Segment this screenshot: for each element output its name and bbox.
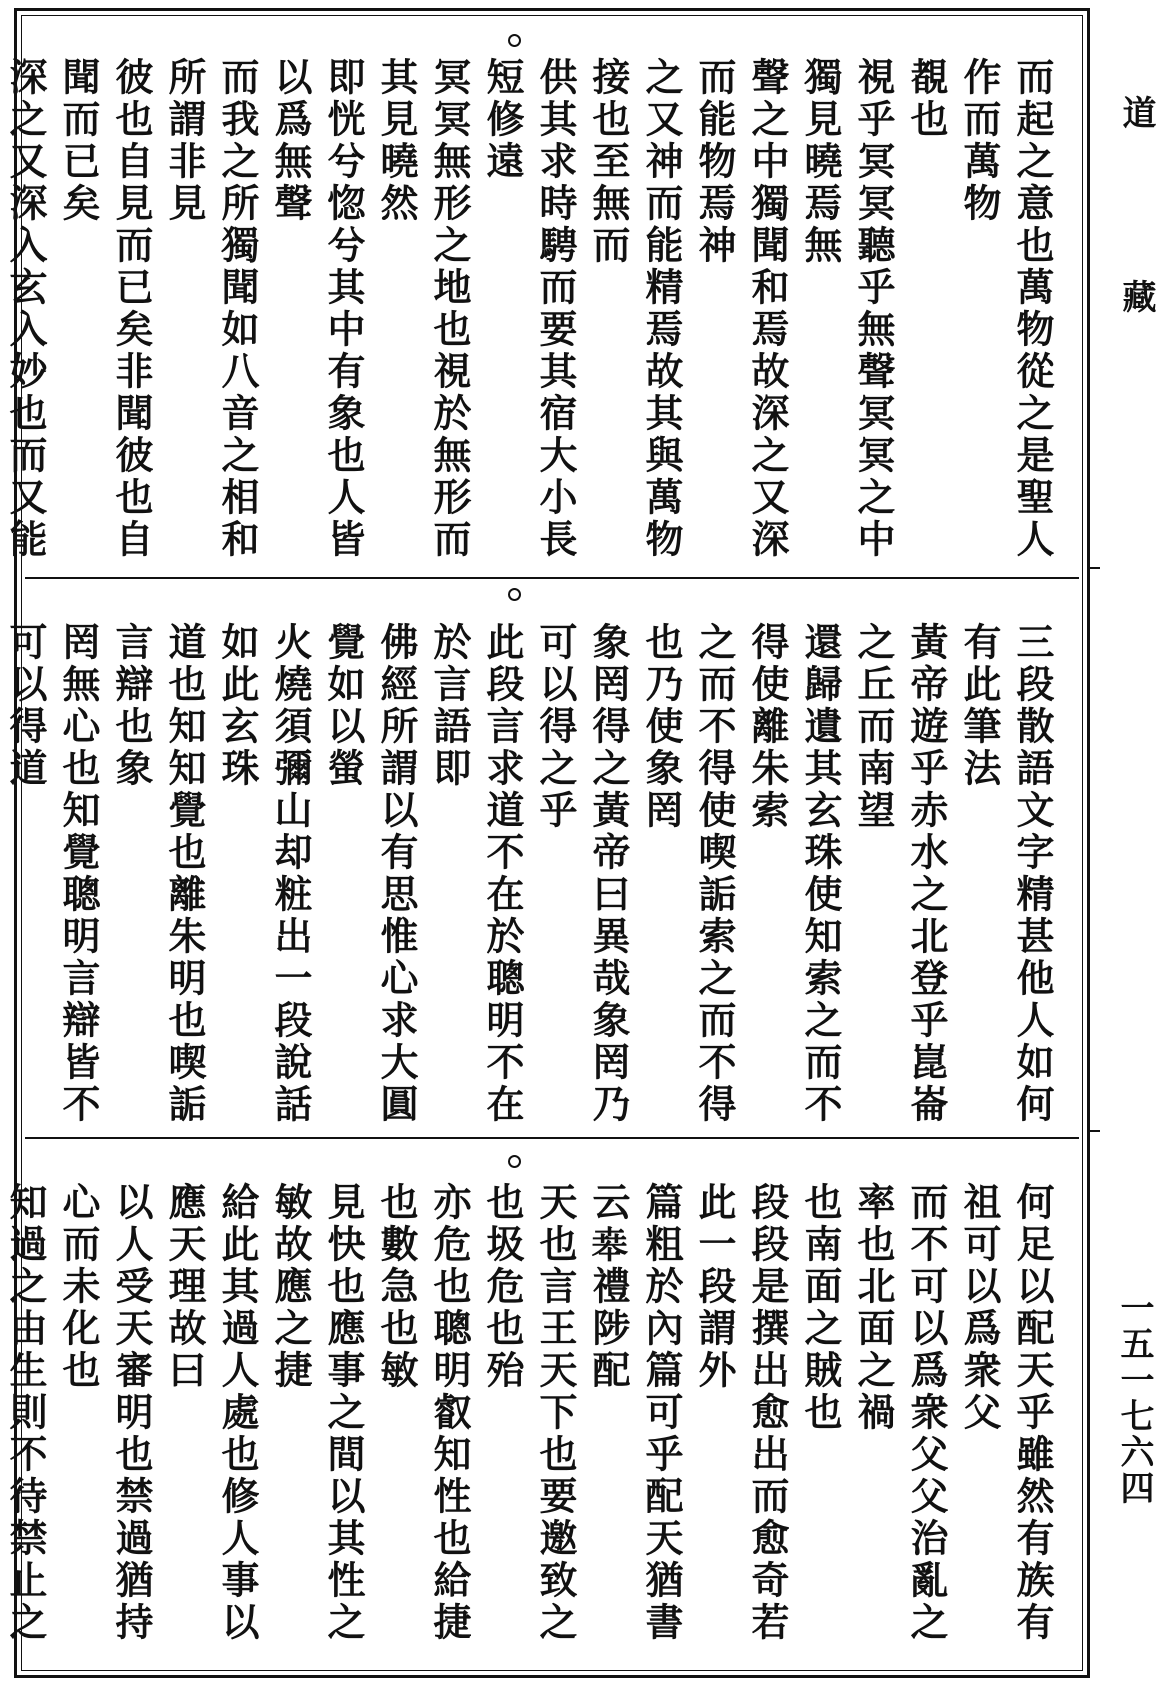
register-divider [25,577,1079,579]
register-top [3,21,1077,576]
text-block-top: 而起之意也萬物從之是聖人作而萬物 覩也 視乎冥冥聽乎無聲冥冥之中獨見曉焉無 聲之中獨聞和焉故深之又深而能物焉神 之又神而能精焉故其與萬物接也至無而 供其求時騁而要其宿大小長短修遠 冥冥無形之地也視於無形而其見曉然 即恍兮惚兮其中有象也人皆以爲無聲 而我之所獨聞如八音之相和所謂非見 彼也自見而已矣非聞彼也自聞而已矣 深之又深入玄入妙也而又能 [3,57,1055,561]
edge-tick [1090,1130,1100,1132]
text-block-bottom: 何足以配天乎雖然有族有祖可以爲衆父 而不可以爲衆父父治亂之率也北面之禍 也南面之賊也 段段是撰出愈出而愈奇若此一段謂外 篇粗於內篇可乎配天猶書云𠦪禮陟配 天也言王天下也要邀致之也圾危也殆 亦危也聰明叡知性也給捷也數急也敏 見快也應事之間以其性之敏故應之捷 給此其過人處也修人事以應天理故曰 以人受天審明也禁過猶持心而未化也 知過之由生則不待禁止之 [3,1182,1055,1644]
register-divider [25,1137,1079,1139]
register-bottom [3,1146,1077,1671]
edge-tick [1090,567,1100,569]
page-frame [3,8,1090,1678]
circle-mark [508,1155,521,1168]
text-block-middle: 三段散語文字精甚他人如何有此筆法 黃帝遊乎赤水之北登乎崑崙之丘而南望 還歸遺其玄珠使知索之而不得使離朱索 之而不得使喫詬索之而不得也乃使象罔 象罔得之黃帝曰異哉象罔乃可以得之乎 此段言求道不在於聰明不在於言語即 佛經所謂以有思惟心求大圓覺如以螢 火燒須彌山却粧出一段說話如此玄珠 道也知知覺也離朱明也喫詬言辯也象 罔無心也知覺聰明言辯皆不可以得道 [3,622,1055,1126]
register-middle [3,586,1077,1136]
page-number: 一五一七六四 [1114,1290,1154,1506]
collection-title: 道藏 [1116,95,1156,463]
circle-mark [508,588,521,601]
circle-mark [508,34,521,47]
